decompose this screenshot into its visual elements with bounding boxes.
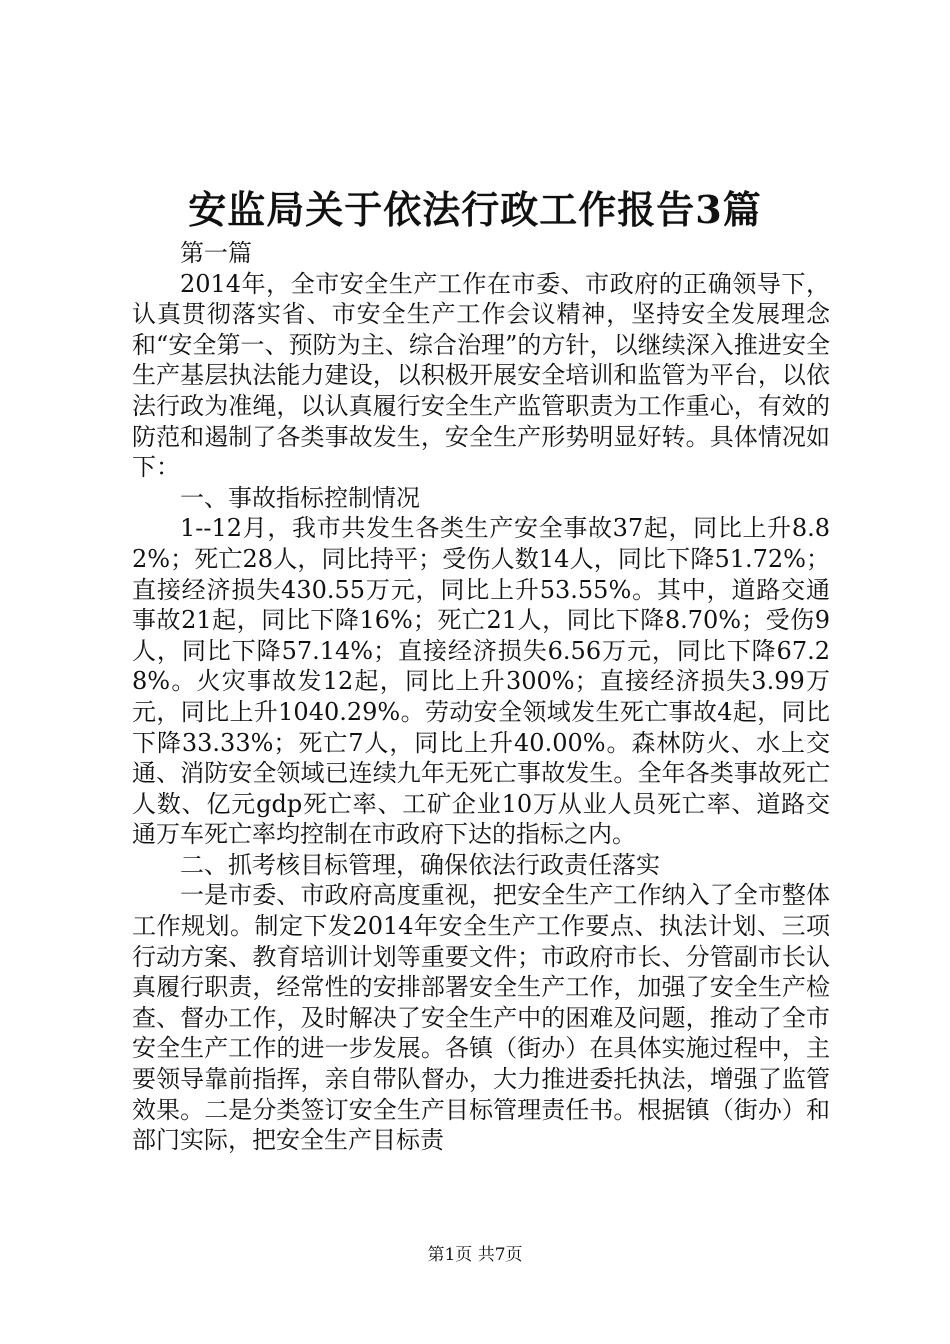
section-heading-part-one: 第一篇: [180, 239, 252, 267]
paragraph-accident-statistics: 1--12月，我市共发生各类生产安全事故37起，同比上升8.82%；死亡28人，同比持平；受伤人数14人，同比下降51.72%；直接经济损失430.55万元，同比上升53.55%。其中，道路交通事故21起，同比下降16%；死亡21人，同比下降8.70%；受伤9人，同比下降57.14%；直接经济损失6.56万元，同比下降67.28%。火灾事故发12起，同比上升300%；直接经济损失3.99万元，同比上升1040.29%。劳动安全领域发生死亡事故4起，同比下降33.33%；死亡7人，同比上升40.00%。森林防火、水上交通、消防安全领域已连续九年无死亡事故发生。全年各类事故死亡人数、亿元gdp死亡率、工矿企业10万从业人员死亡率、道路交通万车死亡率均控制在市政府下达的指标之内。: [132, 514, 830, 849]
paragraph-target-management: 一是市委、市政府高度重视，把安全生产工作纳入了全市整体工作规划。制定下发2014年安全生产工作要点、执法计划、三项行动方案、教育培训计划等重要文件；市政府市长、分管副市长认真履行职责，经常性的安排部署安全生产工作，加强了安全生产检查、督办工作，及时解决了安全生产中的困难及问题，推动了全市安全生产工作的进一步发展。各镇（街办）在具体实施过程中，主要领导靠前指挥，亲自带队督办，大力推进委托执法，增强了监管效果。二是分类签订安全生产目标管理责任书。根据镇（街办）和部门实际，把安全生产目标责: [132, 881, 830, 1155]
paragraph-intro: 2014年，全市安全生产工作在市委、市政府的正确领导下，认真贯彻落实省、市安全生产工作会议精神，坚持安全发展理念和“安全第一、预防为主、综合治理”的方针，以继续深入推进安全生产基层执法能力建设，以积极开展安全培训和监管为平台，以依法行政为准绳，以认真履行安全生产监管职责为工作重心，有效的防范和遏制了各类事故发生，安全生产形势明显好转。具体情况如下：: [132, 269, 830, 482]
section-heading-accident-indicators: 一、事故指标控制情况: [180, 483, 420, 512]
page-footer: 第1页 共7页: [427, 1245, 523, 1265]
section-heading-target-management: 二、抓考核目标管理，确保依法行政责任落实: [180, 850, 660, 879]
document-body: [132, 238, 830, 1156]
document-title: 安监局关于依法行政工作报告3篇: [188, 187, 762, 232]
